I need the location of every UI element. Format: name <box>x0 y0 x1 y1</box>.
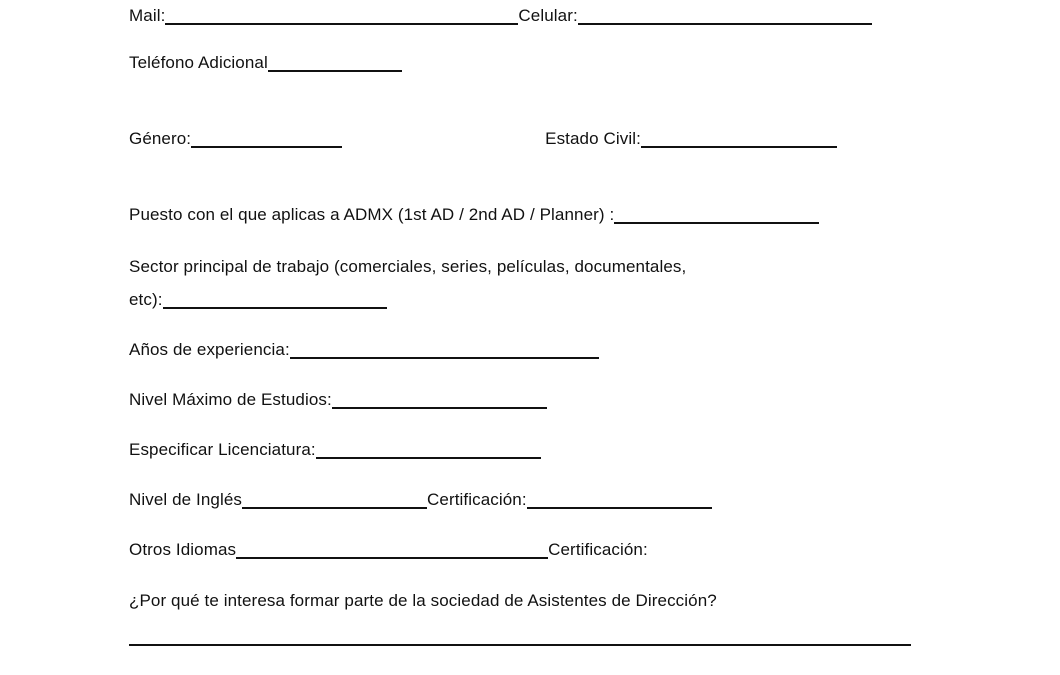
estudios-row <box>129 390 547 410</box>
telefono-field[interactable] <box>268 54 402 72</box>
celular-label: Celular: <box>518 6 578 25</box>
celular-field[interactable] <box>578 7 872 25</box>
puesto-label: Puesto con el que aplicas a ADMX (1st AD / 2nd AD / Planner) : <box>129 205 615 224</box>
puesto-row <box>129 205 819 225</box>
genero-estado-row <box>129 129 837 149</box>
anos-label: Años de experiencia: <box>129 340 290 359</box>
pregunta-label: ¿Por qué te interesa formar parte de la sociedad de Asistentes de Dirección? <box>129 591 717 610</box>
sector-row-line1 <box>129 257 686 277</box>
telefono-label: Teléfono Adicional <box>129 53 268 72</box>
licenciatura-row <box>129 440 541 460</box>
otros-idiomas-field[interactable] <box>236 541 548 559</box>
nivel-ingles-field[interactable] <box>242 491 427 509</box>
anos-field[interactable] <box>290 341 599 359</box>
genero-label: Género: <box>129 129 192 148</box>
anos-row <box>129 340 599 360</box>
pregunta-answer-field[interactable] <box>129 644 911 646</box>
estado-civil-field[interactable] <box>641 130 837 148</box>
nivel-estudios-field[interactable] <box>332 391 547 409</box>
otros-idiomas-row <box>129 540 648 560</box>
mail-field[interactable] <box>165 7 518 25</box>
nivel-estudios-label: Nivel Máximo de Estudios: <box>129 390 332 409</box>
telefono-row <box>129 53 402 73</box>
certificacion-ingles-label: Certificación: <box>427 490 527 509</box>
mail-label: Mail: <box>129 6 166 25</box>
pregunta-row <box>129 591 717 611</box>
mail-celular-row <box>129 6 872 26</box>
ingles-row <box>129 490 712 510</box>
genero-field[interactable] <box>191 130 342 148</box>
sector-label: Sector principal de trabajo (comerciales, series, películas, documentales, <box>129 257 687 276</box>
sector-label-continued: etc): <box>129 290 163 309</box>
otros-idiomas-label: Otros Idiomas <box>129 540 237 559</box>
licenciatura-field[interactable] <box>316 441 541 459</box>
certificacion-idiomas-label: Certificación: <box>548 540 648 559</box>
certificacion-ingles-field[interactable] <box>527 491 712 509</box>
estado-civil-label: Estado Civil: <box>545 129 641 148</box>
sector-row-line2 <box>129 290 387 310</box>
licenciatura-label: Especificar Licenciatura: <box>129 440 316 459</box>
sector-field[interactable] <box>163 291 387 309</box>
puesto-field[interactable] <box>614 206 819 224</box>
nivel-ingles-label: Nivel de Inglés <box>129 490 243 509</box>
